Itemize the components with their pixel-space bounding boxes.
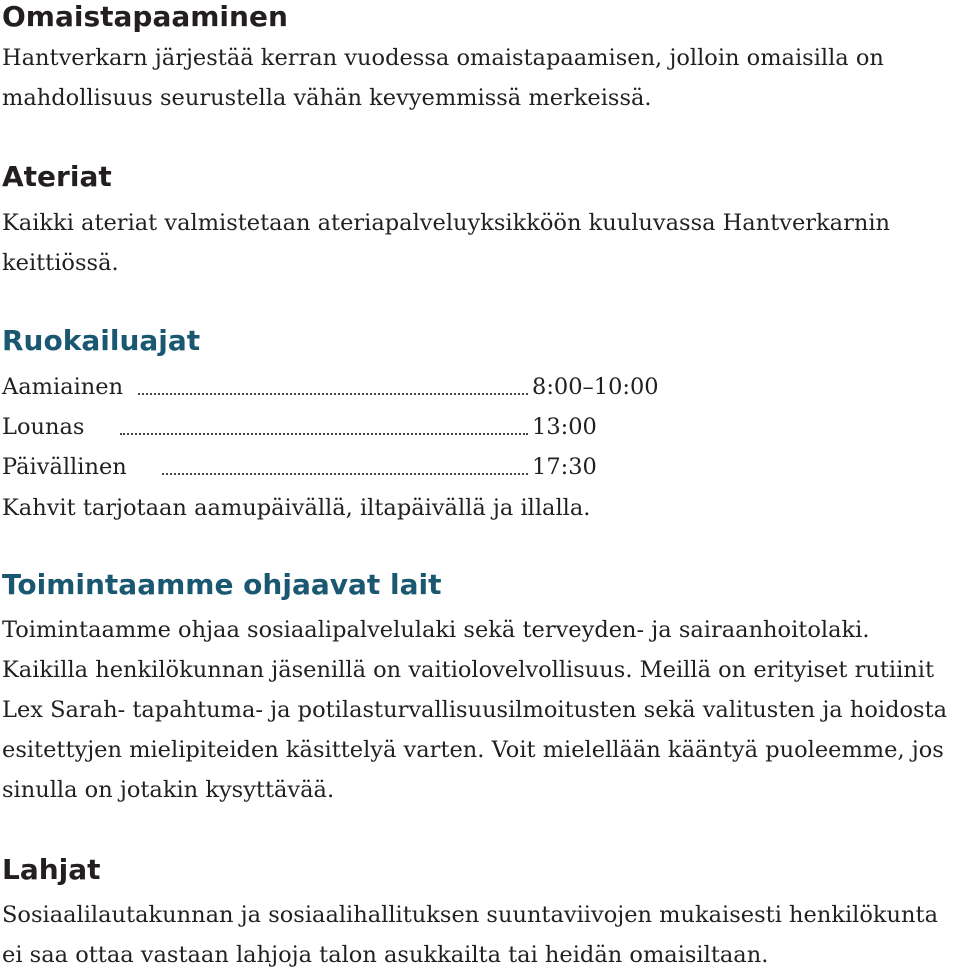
heading-toimintaamme-ohjaavat-lait: Toimintaamme ohjaavat lait (2, 568, 442, 601)
meal-name: Lounas (2, 414, 85, 440)
dot-leader (138, 393, 528, 395)
heading-omaistapaaminen: Omaistapaaminen (2, 0, 288, 33)
paragraph-lahjat: Sosiaalilautakunnan ja sosiaalihallituksen suuntaviivojen mukaisesti henkilökunta ei saa ottaa vastaan lahjoja talon asukkailta tai heidän omaisiltaan. (2, 902, 938, 968)
paragraph-ateriat: Kaikki ateriat valmistetaan ateriapalveluyksikköön kuuluvassa Hantverkarnin keittiössä. (2, 210, 891, 276)
meal-time: 13:00 (532, 414, 597, 440)
paragraph-kahvit: Kahvit tarjotaan aamupäivällä, iltapäivällä ja illalla. (2, 495, 591, 521)
dot-leader (120, 433, 528, 435)
dot-leader (162, 473, 528, 475)
paragraph-omaistapaaminen: Hantverkarn järjestää kerran vuodessa omaistapaamisen, jolloin omaisilla on mahdollisuus seurustella vähän kevyemmissä merkeissä. (2, 45, 884, 111)
heading-ruokailuajat: Ruokailuajat (2, 324, 201, 357)
heading-lahjat: Lahjat (2, 853, 101, 886)
meal-row-aamiainen (2, 367, 682, 407)
paragraph-lait: Toimintaamme ohjaa sosiaalipalvelulaki sekä terveyden- ja sairaanhoitolaki. Kaikilla henkilökunnan jäsenillä on vaitiolovelvollisuus. Meillä on erityiset rutiinit Lex Sarah- tapahtuma- ja potilasturvallisuusilmoitusten sekä valitusten ja hoidosta esitettyjen mielipiteiden käsittelyä varten. Voit mielellään kääntyä puoleemme, jos sinulla on jotakin kysyttävää. (2, 617, 948, 803)
meal-name: Aamiainen (2, 374, 124, 400)
meal-time: 17:30 (532, 454, 597, 480)
heading-ateriat: Ateriat (2, 160, 112, 193)
meal-row-paivallinen (2, 447, 682, 487)
meal-row-lounas (2, 407, 682, 447)
meal-time: 8:00–10:00 (532, 374, 659, 400)
meal-name: Päivällinen (2, 454, 127, 480)
